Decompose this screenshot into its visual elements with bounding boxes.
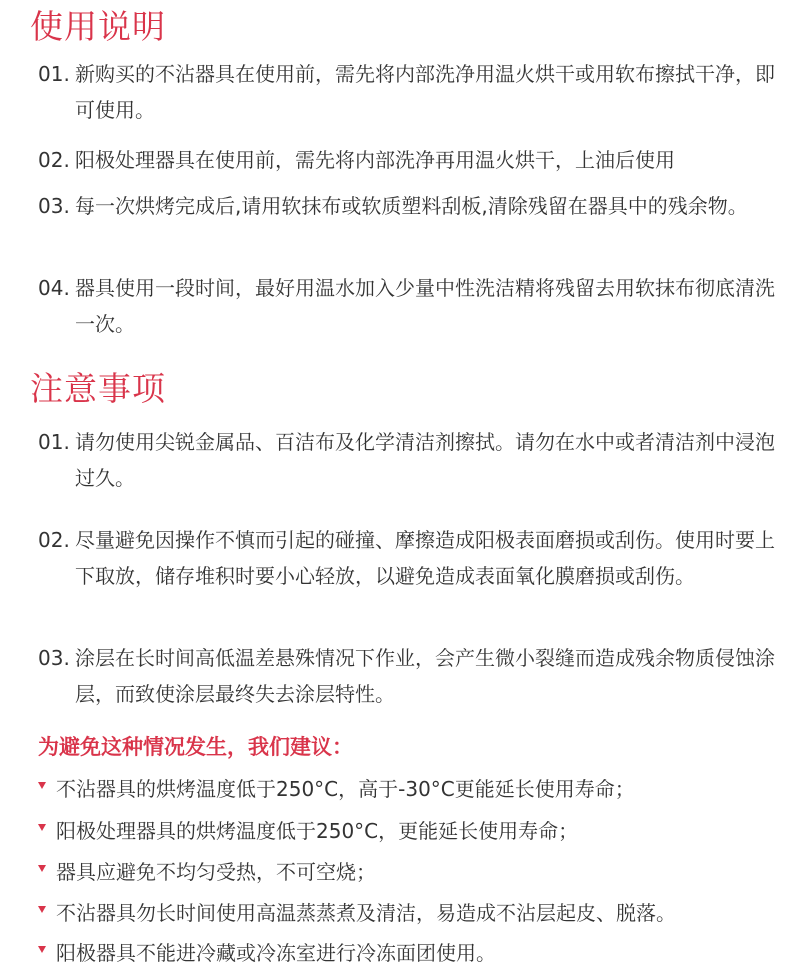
triangle-down-icon [38,946,46,953]
usage-item-1 [38,56,778,128]
notes-item-text: 请勿使用尖锐金属品、百洁布及化学清洁剂擦拭。请勿在水中或者清洁剂中浸泡过久。 [75,430,775,490]
triangle-down-icon [38,824,46,831]
advice-tip-4 [38,898,676,928]
notes-heading: 注意事项 [30,369,166,408]
advice-tip-text: 阳极处理器具的烘烤温度低于250°C，更能延长使用寿命； [56,819,579,843]
usage-item-number: 02. [38,148,70,172]
advice-tip-text: 器具应避免不均匀受热，不可空烧； [56,860,376,884]
advice-tip-2 [38,816,578,846]
advice-tip-text: 阳极器具不能进冷藏或冷冻室进行冷冻面团使用。 [56,941,496,965]
notes-item-number: 01. [38,430,70,454]
advice-tip-text: 不沾器具勿长时间使用高温蒸蒸煮及清洁，易造成不沾层起皮、脱落。 [56,901,676,925]
triangle-down-icon [38,865,46,872]
notes-item-number: 02. [38,528,70,552]
triangle-down-icon [38,782,46,789]
usage-item-text: 阳极处理器具在使用前，需先将内部洗净再用温火烘干，上油后使用 [75,148,675,172]
notes-item-1 [38,424,778,496]
usage-item-3 [38,188,778,224]
usage-item-text: 器具使用一段时间，最好用温水加入少量中性洗洁精将残留去用软抹布彻底清洗一次。 [75,276,775,336]
triangle-down-icon [38,906,46,913]
notes-item-3 [38,640,778,712]
usage-item-number: 04. [38,276,70,300]
advice-tip-3 [38,857,376,887]
usage-item-4 [38,270,778,342]
notes-item-text: 涂层在长时间高低温差悬殊情况下作业，会产生微小裂缝而造成残余物质侵蚀涂层，而致使涂层最终失去涂层特性。 [75,646,775,706]
usage-item-number: 03. [38,194,70,218]
notes-item-2 [38,522,778,594]
usage-item-number: 01. [38,62,70,86]
advice-tip-text: 不沾器具的烘烤温度低于250°C，高于-30°C更能延长使用寿命； [56,777,635,801]
advice-heading: 为避免这种情况发生，我们建议： [38,735,353,759]
advice-tip-5 [38,938,496,968]
notes-item-number: 03. [38,646,70,670]
advice-tip-1 [38,774,635,804]
notes-item-text: 尽量避免因操作不慎而引起的碰撞、摩擦造成阳极表面磨损或刮伤。使用时要上下取放，储存堆积时要小心轻放，以避免造成表面氧化膜磨损或刮伤。 [75,528,775,588]
usage-item-2 [38,142,778,178]
usage-heading: 使用说明 [30,7,166,46]
usage-item-text: 新购买的不沾器具在使用前，需先将内部洗净用温火烘干或用软布擦拭干净，即可使用。 [75,62,775,122]
usage-item-text: 每一次烘烤完成后,请用软抹布或软质塑料刮板,清除残留在器具中的残余物。 [75,194,748,218]
